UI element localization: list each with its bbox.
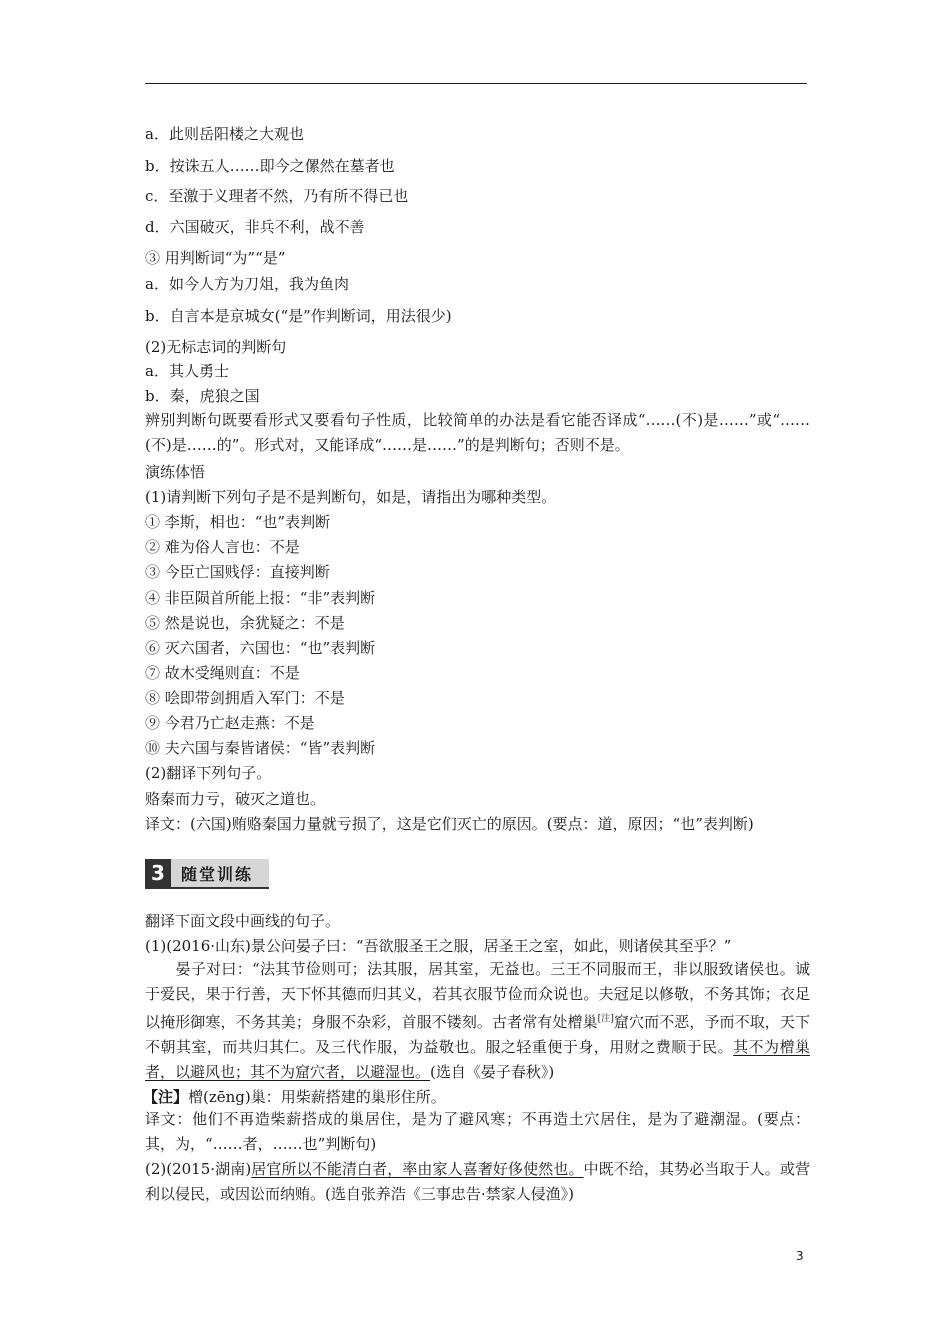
text-line: ⑤ 然是说也，余犹疑之：不是 bbox=[145, 614, 345, 632]
text-line: d．六国破灭，非兵不利，战不善 bbox=[145, 218, 365, 236]
text-line: ⑨ 今君乃亡赵走燕：不是 bbox=[145, 714, 315, 732]
text-line: ③ 用判断词“为”“是” bbox=[145, 249, 286, 267]
text-line: b．自言本是京城女(“是”作判断词，用法很少) bbox=[145, 307, 452, 325]
text-line: ③ 今臣亡国贱俘：直接判断 bbox=[145, 563, 330, 581]
training-intro: 翻译下面文段中画线的句子。 bbox=[145, 912, 341, 930]
question-1-head: (1)(2016·山东)景公问晏子曰：“吾欲服圣王之服，居圣王之室，如此，则诸侯其至乎？” bbox=[145, 937, 732, 955]
footnote bbox=[143, 1087, 446, 1107]
text-line: b．按诛五人……即今之傫然在墓者也 bbox=[145, 157, 395, 175]
text-line: ⑩ 夫六国与秦皆诸侯：“皆”表判断 bbox=[145, 739, 376, 757]
text-line: ⑥ 灭六国者，六国也：“也”表判断 bbox=[145, 639, 376, 657]
text-line: 演练体悟 bbox=[145, 463, 206, 481]
footnote-text: 橧(zēng)巢：用柴薪搭建的巢形住所。 bbox=[188, 1088, 446, 1106]
section-title: 随堂训练 bbox=[171, 859, 269, 887]
text-line: (2)翻译下列句子。 bbox=[145, 764, 272, 782]
text-line: ② 难为俗人言也：不是 bbox=[145, 538, 300, 556]
text-line: ④ 非臣陨首所能上报：“非”表判断 bbox=[145, 589, 376, 607]
underlined-sentence: 居官所以不能清白者，率由家人喜奢好侈使然也。 bbox=[251, 1160, 584, 1178]
text-line: ⑦ 故木受绳则直：不是 bbox=[145, 664, 300, 682]
note-marker: [注] bbox=[597, 1014, 614, 1024]
text-line: a．如今人方为刀俎，我为鱼肉 bbox=[145, 275, 349, 293]
text-line: ⑧ 哙即带剑拥盾入军门：不是 bbox=[145, 689, 345, 707]
passage-text: 晏子对曰：“法其节俭则可；法其服，居其室，无益也。三王不同服而王，非以服致诸侯也。诚于爱民，果于行善，天下怀其德而归其义，若其衣服节俭而众说也。夫冠足以修敬，不务其饰；衣足以掩形御寒，不务其美；身服不杂彩，首服不镂刻。古者常有处橧巢 bbox=[145, 960, 810, 1031]
text-line: a．此则岳阳楼之大观也 bbox=[145, 125, 304, 143]
text-line: 译文：(六国)贿赂秦国力量就亏损了，这是它们灭亡的原因。(要点：道，原因；“也”表判断) bbox=[145, 815, 754, 833]
question-2-head: (2)(2015·湖南) bbox=[145, 1160, 252, 1178]
text-line: 赂秦而力亏，破灭之道也。 bbox=[145, 790, 326, 808]
text-line: ① 李斯，相也：“也”表判断 bbox=[145, 513, 331, 531]
section-number: 3 bbox=[145, 859, 171, 887]
footnote-label: 【注】 bbox=[143, 1088, 189, 1106]
text-line: (2)无标志词的判断句 bbox=[145, 338, 287, 356]
question-2-text: 中既不给，其势必当取于人。或营利以侵民，或因讼而纳贿。(选自张养浩《三事忠告·禁家人侵渔》) bbox=[145, 1160, 810, 1203]
question-2 bbox=[145, 1157, 810, 1207]
text-line: c．至激于义理者不然，乃有所不得已也 bbox=[145, 187, 409, 205]
underlined-sentence: 其不为橧巢者，以避风也；其不为窟穴者，以避湿也。 bbox=[145, 1038, 810, 1081]
text-line: (1)请判断下列句子是不是判断句，如是，请指出为哪种类型。 bbox=[145, 488, 557, 506]
header-rule bbox=[145, 83, 807, 84]
text-line: b．秦，虎狼之国 bbox=[145, 387, 260, 405]
question-1-passage bbox=[145, 957, 810, 1085]
question-1-answer: 译文：他们不再造柴薪搭成的巢居住，是为了避风寒；不再造土穴居住，是为了避潮湿。(要点：其，为，“……者，……也”判断句) bbox=[145, 1110, 810, 1153]
text-paragraph: 辨别判断句既要看形式又要看句子性质，比较简单的办法是看它能否译成“……(不)是……”或“……(不)是……的”。形式对，又能译成“……是……”的是判断句；否则不是。 bbox=[145, 411, 810, 454]
text-line: a．其人勇士 bbox=[145, 362, 229, 380]
source-citation: (选自《晏子春秋》) bbox=[430, 1063, 555, 1081]
page-number: 3 bbox=[796, 1249, 804, 1263]
section-header bbox=[145, 859, 269, 889]
passage-text: 窟穴而不恶，予而不取，天下不朝其室，而共归其仁。及三代作服，为益敬也。服之轻重便于身，用财之费顺于民。 bbox=[145, 1013, 810, 1056]
